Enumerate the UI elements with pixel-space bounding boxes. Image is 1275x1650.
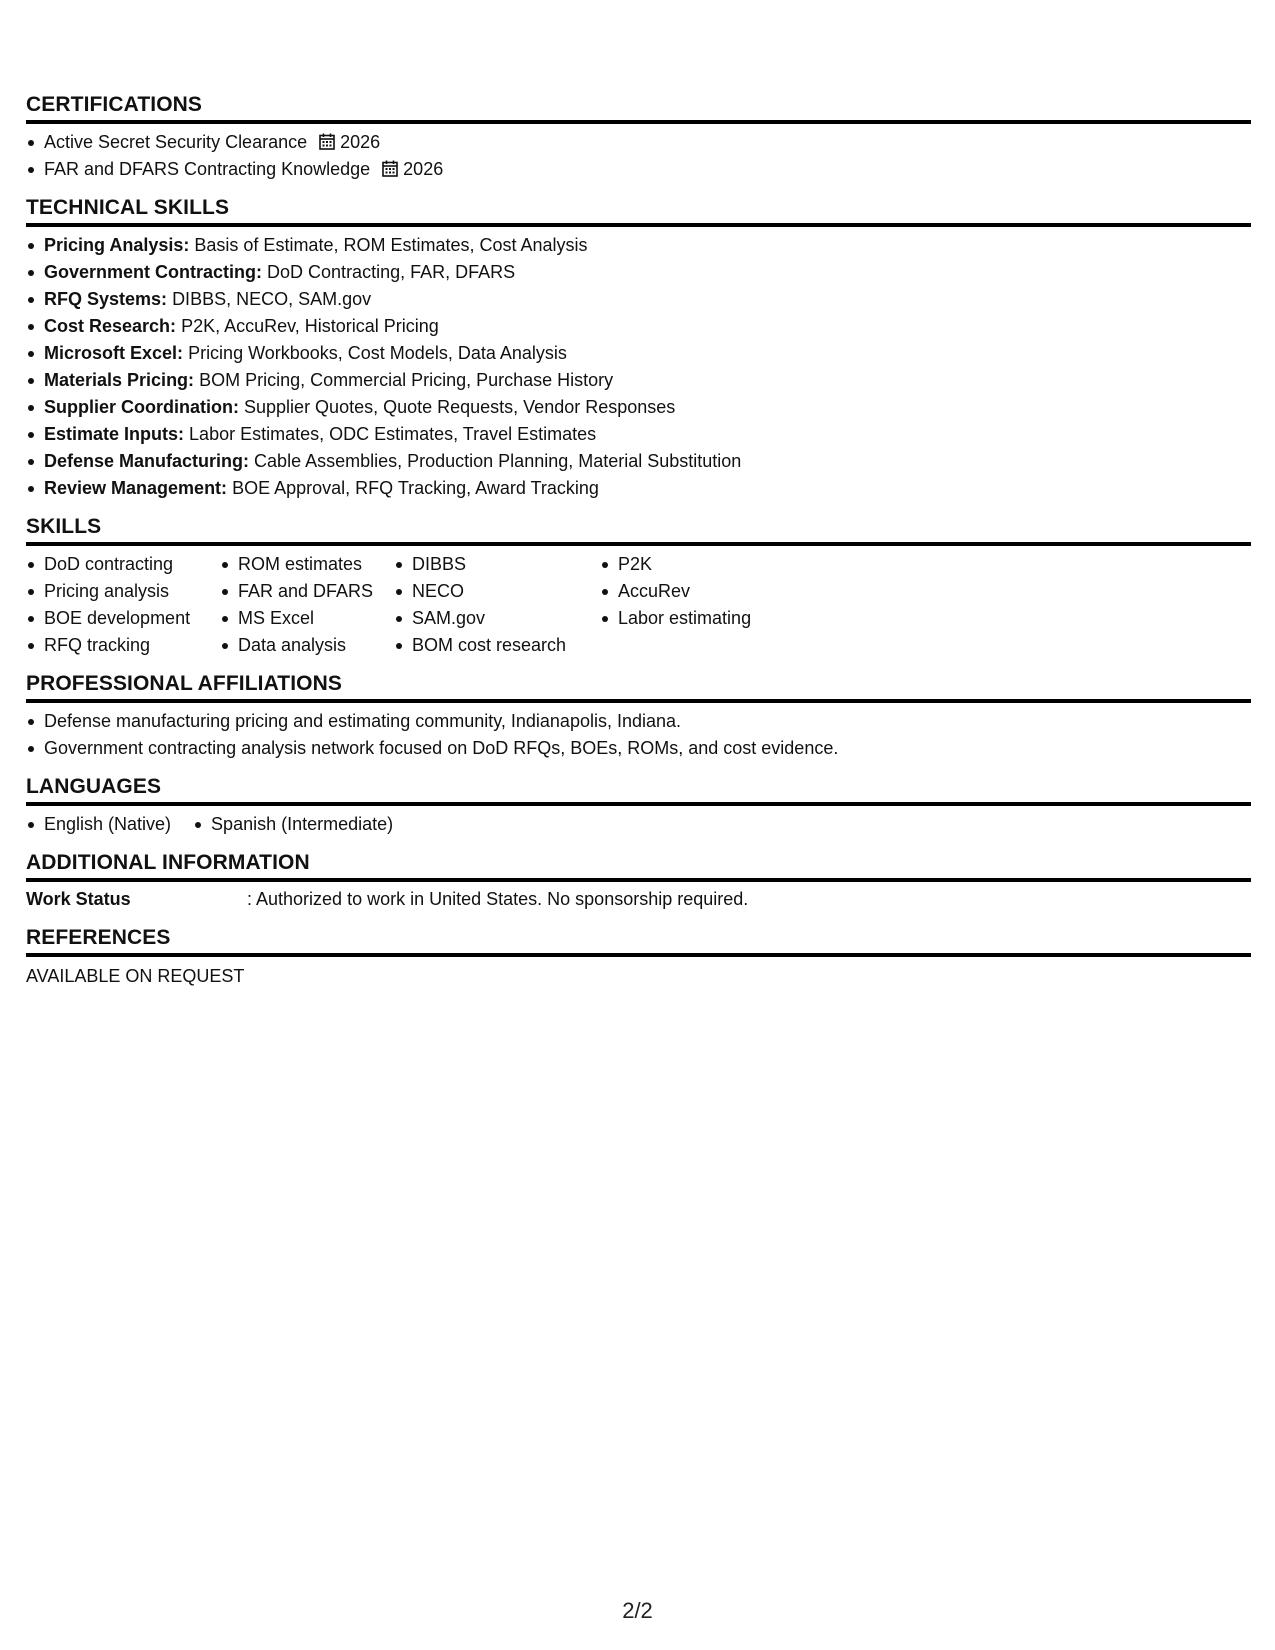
calendar-icon bbox=[382, 160, 398, 177]
certification-item bbox=[26, 156, 1251, 183]
additional-info-section bbox=[26, 850, 1251, 913]
technical-skill-item bbox=[26, 394, 1251, 421]
skill-item: DoD contracting bbox=[26, 551, 220, 578]
technical-skill-label: Government Contracting: bbox=[44, 262, 263, 282]
skill-item: AccuRev bbox=[600, 578, 800, 605]
skill-item: Pricing analysis bbox=[26, 578, 220, 605]
technical-skill-label: Supplier Coordination: bbox=[44, 397, 239, 417]
skill-item: Data analysis bbox=[220, 632, 394, 659]
certification-name: FAR and DFARS Contracting Knowledge bbox=[44, 159, 371, 179]
affiliations-section bbox=[26, 671, 1251, 762]
affiliation-item: Defense manufacturing pricing and estimating community, Indianapolis, Indiana. bbox=[26, 708, 1251, 735]
technical-skill-label: Estimate Inputs: bbox=[44, 424, 185, 444]
skills-column bbox=[394, 551, 600, 659]
skill-item: NECO bbox=[394, 578, 600, 605]
skills-column bbox=[220, 551, 394, 659]
skills-heading: SKILLS bbox=[26, 514, 1251, 546]
calendar-icon bbox=[319, 133, 335, 150]
skills-column bbox=[600, 551, 800, 659]
certification-year: 2026 bbox=[403, 159, 444, 179]
references-section bbox=[26, 925, 1251, 990]
skills-column bbox=[26, 551, 220, 659]
languages-list bbox=[26, 811, 1251, 838]
technical-skill-label: Pricing Analysis: bbox=[44, 235, 190, 255]
skill-item: ROM estimates bbox=[220, 551, 394, 578]
technical-skill-value: DIBBS, NECO, SAM.gov bbox=[172, 289, 372, 309]
skills-grid bbox=[26, 551, 1251, 659]
certification-name: Active Secret Security Clearance bbox=[44, 132, 308, 152]
technical-skill-item bbox=[26, 313, 1251, 340]
certification-item bbox=[26, 129, 1251, 156]
skill-item: BOE development bbox=[26, 605, 220, 632]
certification-year: 2026 bbox=[340, 132, 381, 152]
technical-skill-value: Basis of Estimate, ROM Estimates, Cost Analysis bbox=[194, 235, 588, 255]
language-item: English (Native) bbox=[26, 811, 171, 838]
technical-skill-value: Cable Assemblies, Production Planning, Material Substitution bbox=[254, 451, 742, 471]
skill-item: BOM cost research bbox=[394, 632, 600, 659]
technical-skill-item bbox=[26, 259, 1251, 286]
technical-skill-item bbox=[26, 286, 1251, 313]
page-number: 2/2 bbox=[622, 1598, 653, 1623]
technical-skill-value: Pricing Workbooks, Cost Models, Data Analysis bbox=[188, 343, 567, 363]
technical-skill-value: Labor Estimates, ODC Estimates, Travel Estimates bbox=[189, 424, 597, 444]
skill-item: SAM.gov bbox=[394, 605, 600, 632]
affiliation-item: Government contracting analysis network focused on DoD RFQs, BOEs, ROMs, and cost evidence. bbox=[26, 735, 1251, 762]
work-status-value: : Authorized to work in United States. No sponsorship required. bbox=[247, 889, 749, 909]
technical-skill-item bbox=[26, 421, 1251, 448]
technical-skill-value: BOM Pricing, Commercial Pricing, Purchase History bbox=[199, 370, 614, 390]
technical-skills-list bbox=[26, 232, 1251, 502]
technical-skill-value: P2K, AccuRev, Historical Pricing bbox=[181, 316, 439, 336]
certifications-heading: CERTIFICATIONS bbox=[26, 92, 1251, 124]
skill-item: Labor estimating bbox=[600, 605, 800, 632]
affiliations-heading: PROFESSIONAL AFFILIATIONS bbox=[26, 671, 1251, 703]
references-text: AVAILABLE ON REQUEST bbox=[26, 966, 245, 986]
skill-item: FAR and DFARS bbox=[220, 578, 394, 605]
technical-skills-heading: TECHNICAL SKILLS bbox=[26, 195, 1251, 227]
affiliations-list bbox=[26, 708, 1251, 762]
technical-skill-label: Materials Pricing: bbox=[44, 370, 195, 390]
certifications-section bbox=[26, 92, 1251, 183]
technical-skill-label: Defense Manufacturing: bbox=[44, 451, 250, 471]
technical-skill-value: DoD Contracting, FAR, DFARS bbox=[267, 262, 516, 282]
technical-skill-item bbox=[26, 367, 1251, 394]
technical-skill-label: Microsoft Excel: bbox=[44, 343, 184, 363]
technical-skill-item bbox=[26, 340, 1251, 367]
skills-section bbox=[26, 514, 1251, 659]
technical-skill-value: BOE Approval, RFQ Tracking, Award Tracking bbox=[232, 478, 599, 498]
technical-skill-item bbox=[26, 448, 1251, 475]
technical-skill-label: Review Management: bbox=[44, 478, 228, 498]
certifications-list bbox=[26, 129, 1251, 183]
technical-skill-item bbox=[26, 475, 1251, 502]
skill-item: DIBBS bbox=[394, 551, 600, 578]
languages-section bbox=[26, 774, 1251, 838]
language-item: Spanish (Intermediate) bbox=[193, 811, 393, 838]
languages-heading: LANGUAGES bbox=[26, 774, 1251, 806]
technical-skill-item bbox=[26, 232, 1251, 259]
resume-page bbox=[26, 92, 1251, 990]
technical-skills-section bbox=[26, 195, 1251, 502]
technical-skill-label: RFQ Systems: bbox=[44, 289, 168, 309]
technical-skill-value: Supplier Quotes, Quote Requests, Vendor Responses bbox=[244, 397, 676, 417]
work-status-row bbox=[26, 886, 1251, 913]
technical-skill-label: Cost Research: bbox=[44, 316, 177, 336]
skill-item: RFQ tracking bbox=[26, 632, 220, 659]
references-heading: REFERENCES bbox=[26, 925, 1251, 957]
skill-item: P2K bbox=[600, 551, 800, 578]
skill-item: MS Excel bbox=[220, 605, 394, 632]
work-status-label: Work Status bbox=[26, 889, 131, 909]
additional-info-heading: ADDITIONAL INFORMATION bbox=[26, 850, 1251, 882]
